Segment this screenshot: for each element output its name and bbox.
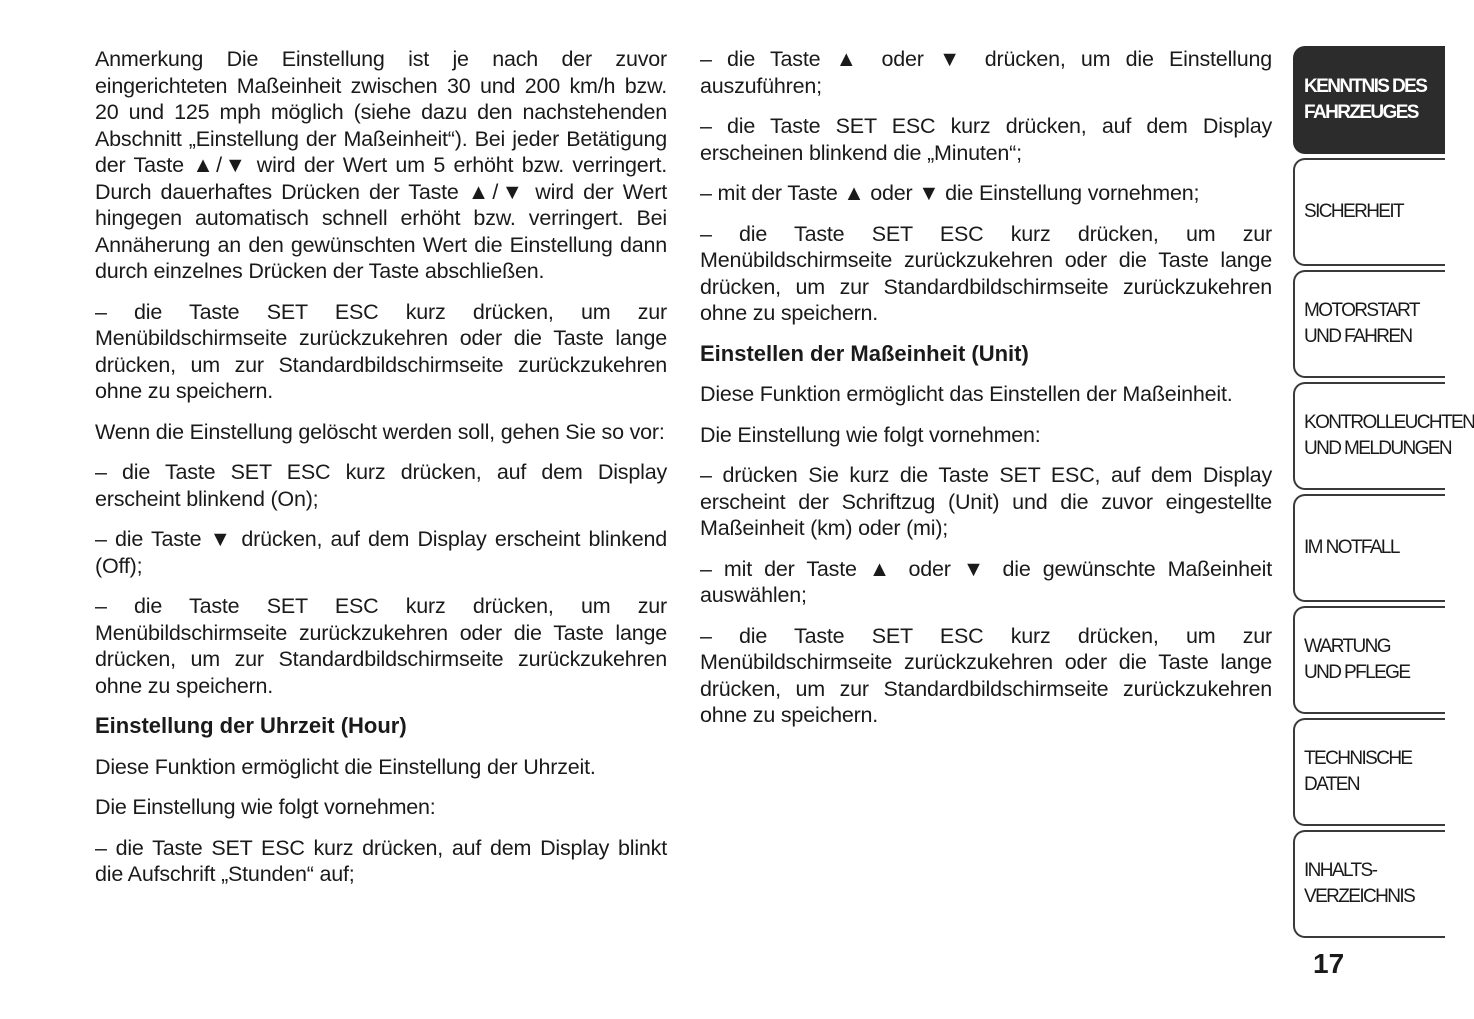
paragraph: – die Taste SET ESC kurz drücken, auf dem Display erscheinen blinkend die „Minuten“; [700, 114, 1272, 165]
chapter-tabs [1293, 46, 1474, 942]
paragraph: – die Taste ▼ drücken, auf dem Display erscheint blinkend (Off); [95, 527, 667, 578]
tab-im-notfall[interactable]: IM NOTFALL [1293, 494, 1445, 602]
paragraph: – die Taste SET ESC kurz drücken, um zur Menübildschirmseite zurückzukehren oder die Taste lange drücken, um zur Standardbildschirmseite zurückzukehren ohne zu speichern. [95, 594, 667, 698]
paragraph: – die Taste SET ESC kurz drücken, auf dem Display blinkt die Aufschrift „Stunden“ auf; [95, 835, 667, 886]
section-heading: Einstellen der Maßeinheit (Unit) [700, 340, 1029, 366]
tab-technische-daten[interactable]: TECHNISCHE DATEN [1293, 718, 1445, 826]
tab-inhaltsverzeichnis[interactable]: INHALTS- VERZEICHNIS [1293, 830, 1445, 938]
section-heading: Einstellung der Uhrzeit (Hour) [95, 713, 407, 738]
paragraph: Anmerkung Die Einstellung ist je nach der zuvor eingerichteten Maßeinheit zwischen 30 und 200 km/h bzw. 20 und 125 mph möglich (siehe dazu den nachstehenden Abschnitt „Einstellung der Maßeinheit“). Bei jeder Betätigung der Taste ▲/▼ wird der Wert um 5 erhöht bzw. verringert. Durch dauerhaftes Drücken der Taste ▲/▼ wird der Wert hingegen automatisch schnell erhöht bzw. verringert. Bei Annäherung an den gewünschten Wert die Einstellung dann durch einzelnes Drücken der Taste abschließen. [95, 47, 667, 283]
paragraph: Diese Funktion ermöglicht die Einstellung der Uhrzeit. [95, 754, 596, 779]
paragraph: – die Taste SET ESC kurz drücken, auf dem Display erscheint blinkend (On); [95, 460, 667, 511]
tab-kontrolleuchten-und-meldungen[interactable]: KONTROLLEUCHTEN UND MELDUNGEN [1293, 382, 1445, 490]
left-column [95, 46, 667, 902]
paragraph: – drücken Sie kurz die Taste SET ESC, auf dem Display erscheint der Schriftzug (Unit) und die zuvor eingestellte Maßeinheit (km) oder (mi); [700, 463, 1272, 540]
paragraph: Die Einstellung wie folgt vornehmen: [700, 422, 1041, 447]
paragraph: Die Einstellung wie folgt vornehmen: [95, 795, 436, 819]
paragraph: – die Taste ▲ oder ▼ drücken, um die Einstellung auszuführen; [700, 47, 1272, 98]
paragraph: – die Taste SET ESC kurz drücken, um zur Menübildschirmseite zurückzukehren oder die Taste lange drücken, um zur Standardbildschirmseite zurückzukehren ohne zu speichern. [700, 221, 1272, 325]
page-number: 17 [1313, 948, 1345, 979]
paragraph: – die Taste SET ESC kurz drücken, um zur Menübildschirmseite zurückzukehren oder die Taste lange drücken, um zur Standardbildschirmseite zurückzukehren ohne zu speichern. [95, 299, 667, 403]
paragraph: – mit der Taste ▲ oder ▼ die Einstellung vornehmen; [700, 181, 1200, 205]
tab-motorstart-und-fahren[interactable]: MOTORSTART UND FAHREN [1293, 270, 1445, 378]
paragraph: – mit der Taste ▲ oder ▼ die gewünschte Maßeinheit auswählen; [700, 556, 1272, 607]
tab-wartung-und-pflege[interactable]: WARTUNG UND PFLEGE [1293, 606, 1445, 714]
tab-kenntnis-des-fahrzeuges[interactable]: KENNTNIS DES FAHRZEUGES [1293, 46, 1445, 154]
tab-sicherheit[interactable]: SICHERHEIT [1293, 158, 1445, 266]
paragraph: – die Taste SET ESC kurz drücken, um zur Menübildschirmseite zurückzukehren oder die Taste lange drücken, um zur Standardbildschirmseite zurückzukehren ohne zu speichern. [700, 623, 1272, 727]
paragraph: Diese Funktion ermöglicht das Einstellen der Maßeinheit. [700, 382, 1233, 406]
right-column [700, 46, 1272, 743]
paragraph: Wenn die Einstellung gelöscht werden soll, gehen Sie so vor: [95, 419, 665, 444]
